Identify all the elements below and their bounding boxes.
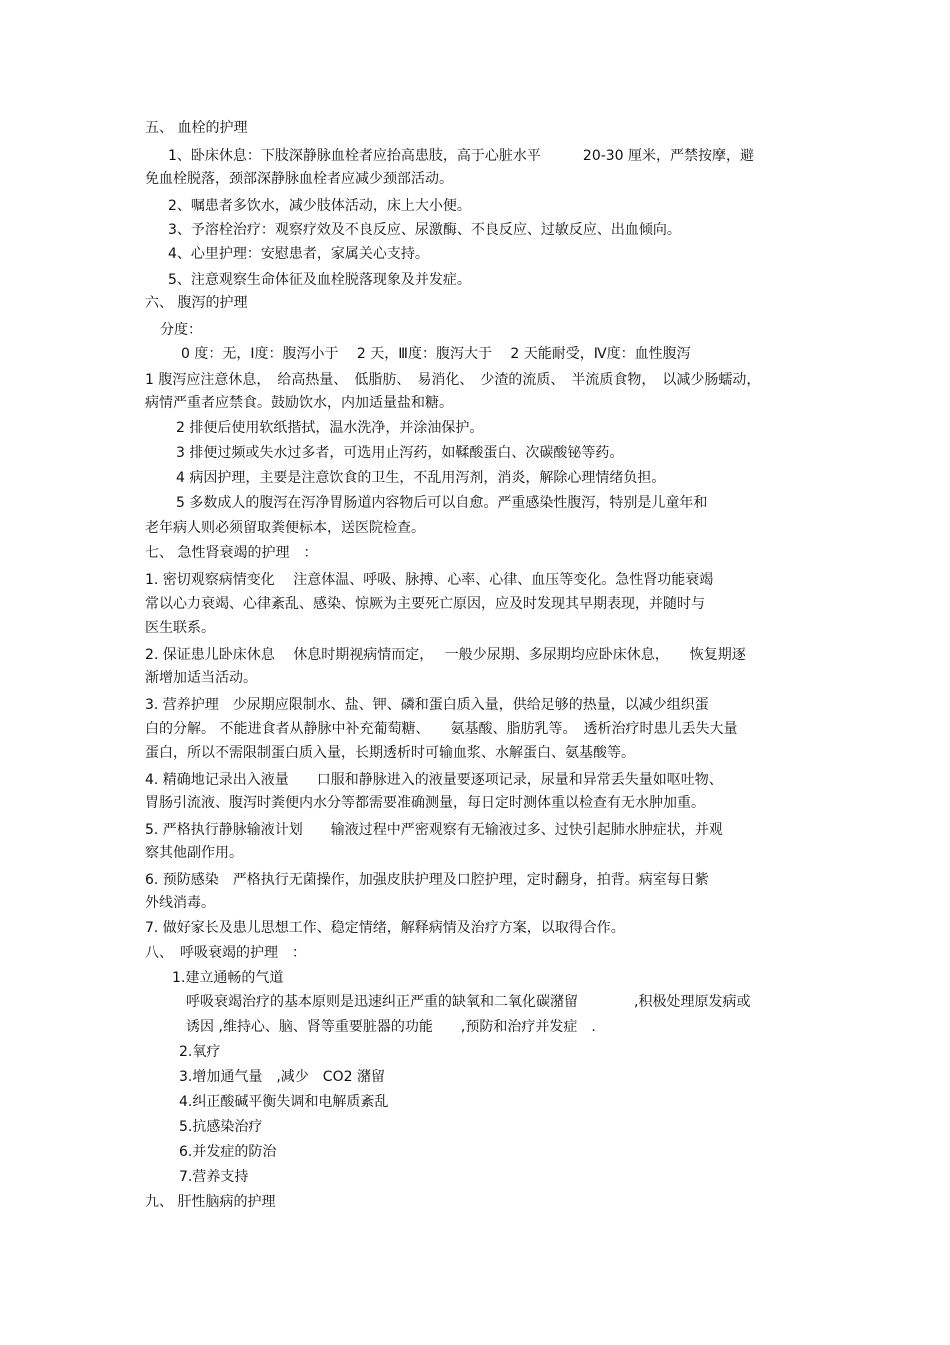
text-line: 分度： xyxy=(160,322,202,338)
text-line: 3、予溶栓治疗：观察疗效及不良反应、尿激酶、不良反应、过敏反应、出血倾向。 xyxy=(168,222,681,238)
text-line: 2.氧疗 xyxy=(179,1044,221,1060)
text-line: 五、 血栓的护理 xyxy=(145,120,248,136)
text-line: 1. 密切观察病情变化 注意体温、呼吸、脉搏、心率、心律、血压等变化。急性肾功能衰竭 xyxy=(145,572,714,588)
text-line: 4.纠正酸碱平衡失调和电解质紊乱 xyxy=(179,1094,389,1110)
text-line: 白的分解。 不能进食者从静脉中补充葡萄糖、 氨基酸、脂肪乳等。 透析治疗时患儿丢失大量 xyxy=(145,721,738,737)
text-line: 7. 做好家长及患儿思想工作、稳定情绪，解释病情及治疗方案，以取得合作。 xyxy=(145,920,625,936)
text-line: 病情严重者应禁食。鼓励饮水，内加适量盐和糖。 xyxy=(145,395,453,411)
text-line: 4 病因护理，主要是注意饮食的卫生，不乱用泻剂，消炎，解除心理情绪负担。 xyxy=(176,470,666,486)
text-line: 5 多数成人的腹泻在泻净胃肠道内容物后可以自愈。严重感染性腹泻，特别是儿童年和 xyxy=(176,495,708,511)
text-line: 4. 精确地记录出入液量 口服和静脉进入的液量要逐项记录，尿量和异常丢失量如呕吐物、 xyxy=(145,772,723,788)
text-line: 1 腹泻应注意休息， 给高热量、 低脂肪、 易消化、 少渣的流质、 半流质食物， 以减少肠蠕动， xyxy=(145,372,761,388)
text-line: 诱因 ,维持心、脑、肾等重要脏器的功能 ,预防和治疗并发症 . xyxy=(186,1019,596,1035)
text-line: 6. 预防感染 严格执行无菌操作，加强皮肤护理及口腔护理，定时翻身，拍背。病室每日紫 xyxy=(145,872,709,888)
text-line: 七、 急性肾衰竭的护理 ： xyxy=(145,545,318,561)
text-line: 1、卧床休息：下肢深静脉血栓者应抬高患肢，高于心脏水平 20-30 厘米，严禁按摩，避 xyxy=(168,148,755,164)
text-line: 2、嘱患者多饮水，减少肢体活动，床上大小便。 xyxy=(168,198,471,214)
text-line: 六、 腹泻的护理 xyxy=(145,295,248,311)
text-line: 老年病人则必须留取粪便标本，送医院检查。 xyxy=(145,520,425,536)
text-line: 1.建立通畅的气道 xyxy=(172,970,284,986)
text-line: 2 排便后使用软纸揩拭，温水洗净，并涂油保护。 xyxy=(176,420,484,436)
text-line: 胃肠引流液、腹泻时粪便内水分等都需要准确测量，每日定时测体重以检查有无水肿加重。 xyxy=(145,795,705,811)
text-line: 呼吸衰竭治疗的基本原则是迅速纠正严重的缺氧和二氧化碳潴留 ,积极处理原发病或 xyxy=(186,994,751,1010)
text-line: 八、 呼吸衰竭的护理 ： xyxy=(145,945,306,961)
text-line: 6.并发症的防治 xyxy=(179,1144,277,1160)
text-line: 5. 严格执行静脉输液计划 输液过程中严密观察有无输液过多、过快引起肺水肿症状，并观 xyxy=(145,822,723,838)
text-line: 免血栓脱落，颈部深静脉血栓者应减少颈部活动。 xyxy=(145,171,453,187)
text-line: 3. 营养护理 少尿期应限制水、盐、钾、磷和蛋白质入量，供给足够的热量，以减少组织蛋 xyxy=(145,697,709,713)
text-line: 渐增加适当活动。 xyxy=(145,670,257,686)
text-line: 0 度：无，Ⅰ度：腹泻小于 2 天，Ⅲ度：腹泻大于 2 天能耐受，Ⅳ度：血性腹泻 xyxy=(181,346,691,362)
text-line: 3 排便过频或失水过多者，可选用止泻药，如鞣酸蛋白、次碳酸铋等药。 xyxy=(176,445,624,461)
text-line: 医生联系。 xyxy=(145,620,215,636)
text-line: 九、 肝性脑病的护理 xyxy=(145,1194,276,1210)
text-line: 常以心力衰竭、心律紊乱、感染、惊厥为主要死亡原因，应及时发现其早期表现，并随时与 xyxy=(145,596,705,612)
text-line: 察其他副作用。 xyxy=(145,845,243,861)
text-line: 4、心里护理：安慰患者，家属关心支持。 xyxy=(168,246,429,262)
text-line: 2. 保证患儿卧床休息 休息时期视病情而定， 一般少尿期、多尿期均应卧床休息， 恢复期逐 xyxy=(145,647,746,663)
text-line: 3.增加通气量 ,减少 CO2 潴留 xyxy=(179,1069,385,1085)
text-line: 5、注意观察生命体征及血栓脱落现象及并发症。 xyxy=(168,272,471,288)
text-line: 5.抗感染治疗 xyxy=(179,1119,263,1135)
text-line: 外线消毒。 xyxy=(145,895,215,911)
text-line: 7.营养支持 xyxy=(179,1169,249,1185)
text-line: 蛋白，所以不需限制蛋白质入量，长期透析时可输血浆、水解蛋白、氨基酸等。 xyxy=(145,745,635,761)
